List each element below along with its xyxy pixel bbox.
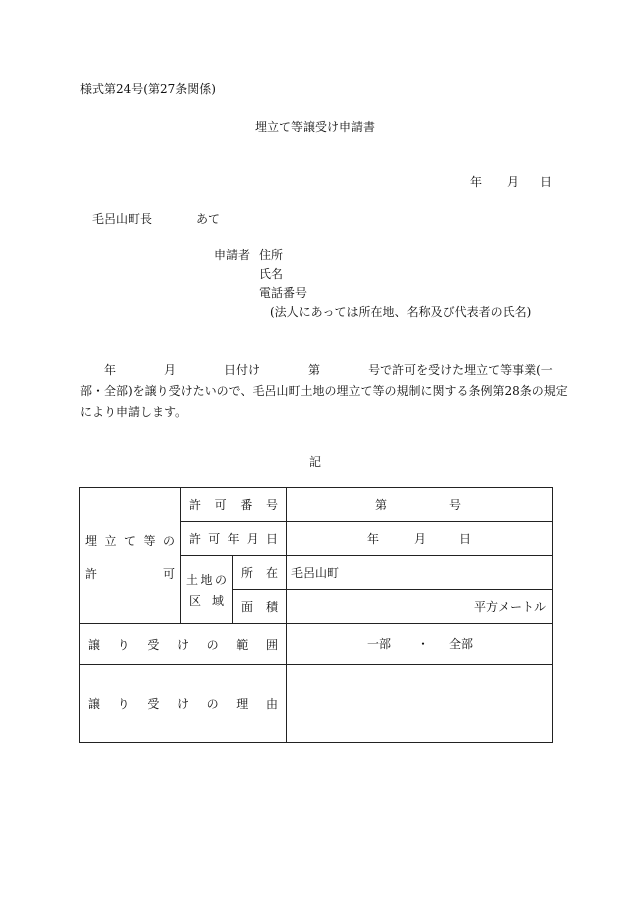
body-month: 月 <box>164 363 177 377</box>
body-year: 年 <box>104 363 117 377</box>
scope-row <box>80 624 553 665</box>
body-line-2: 部・全部)を譲り受けたいので、毛呂山町土地の埋立て等の規制に関する条例第28条の規定 <box>80 384 568 398</box>
applicant-name-label: 氏名 <box>259 267 284 281</box>
permit-number-label: 許 可 番 号 <box>181 488 287 522</box>
area-label: 面 積 <box>233 590 287 624</box>
body-day: 日付け <box>224 363 261 377</box>
body-number-prefix: 第 <box>308 363 321 377</box>
addressee-suffix: あて <box>196 212 221 226</box>
form-number: 様式第24号(第27条関係) <box>80 82 216 96</box>
location-label: 所 在 <box>233 556 287 590</box>
applicant-phone-label: 電話番号 <box>259 286 308 300</box>
scope-full-option[interactable]: 全部 <box>449 637 474 651</box>
body-line-1-rest: 号で許可を受けた埋立て等事業(一 <box>368 363 553 377</box>
applicant-address-label: 住所 <box>259 248 284 262</box>
scope-value[interactable] <box>287 624 553 665</box>
application-body <box>80 360 568 423</box>
permit-group-label-cell <box>80 488 181 624</box>
body-line-3: により申請します。 <box>80 405 188 419</box>
permit-date-label: 許 可 年 月 日 <box>181 522 287 556</box>
permit-group-label-line-1: 埋 立 て 等 の <box>85 533 175 548</box>
permit-date-value[interactable]: 年 月 日 <box>287 522 553 556</box>
applicant-note: (法人にあっては所在地、名称及び代表者の氏名) <box>270 305 532 319</box>
addressee-name: 毛呂山町長 <box>92 212 153 226</box>
date-year: 年 <box>470 175 483 189</box>
ki-heading: 記 <box>309 455 322 469</box>
area-value[interactable]: 平方メートル <box>287 590 553 624</box>
applicant-label: 申請者 <box>214 248 251 262</box>
body-line-1 <box>80 360 552 381</box>
scope-partial-option[interactable]: 一部 <box>367 637 392 651</box>
scope-label: 譲 り 受 け の 範 囲 <box>80 624 287 665</box>
permit-number-value[interactable]: 第 号 <box>287 488 553 522</box>
date-month: 月 <box>507 175 520 189</box>
permit-number-row <box>80 488 553 522</box>
location-value[interactable]: 毛呂山町 <box>287 556 553 590</box>
reason-label: 譲 り 受 け の 理 由 <box>80 665 287 743</box>
reason-value[interactable] <box>287 665 553 743</box>
scope-separator: ・ <box>417 637 430 651</box>
land-area-label: 土 地 の 区 域 <box>181 556 233 624</box>
document-title: 埋立て等譲受け申請書 <box>255 120 376 134</box>
application-form-table <box>79 487 553 743</box>
reason-row <box>80 665 553 743</box>
date-day: 日 <box>540 175 553 189</box>
permit-group-label-line-2: 許 可 <box>85 566 175 581</box>
